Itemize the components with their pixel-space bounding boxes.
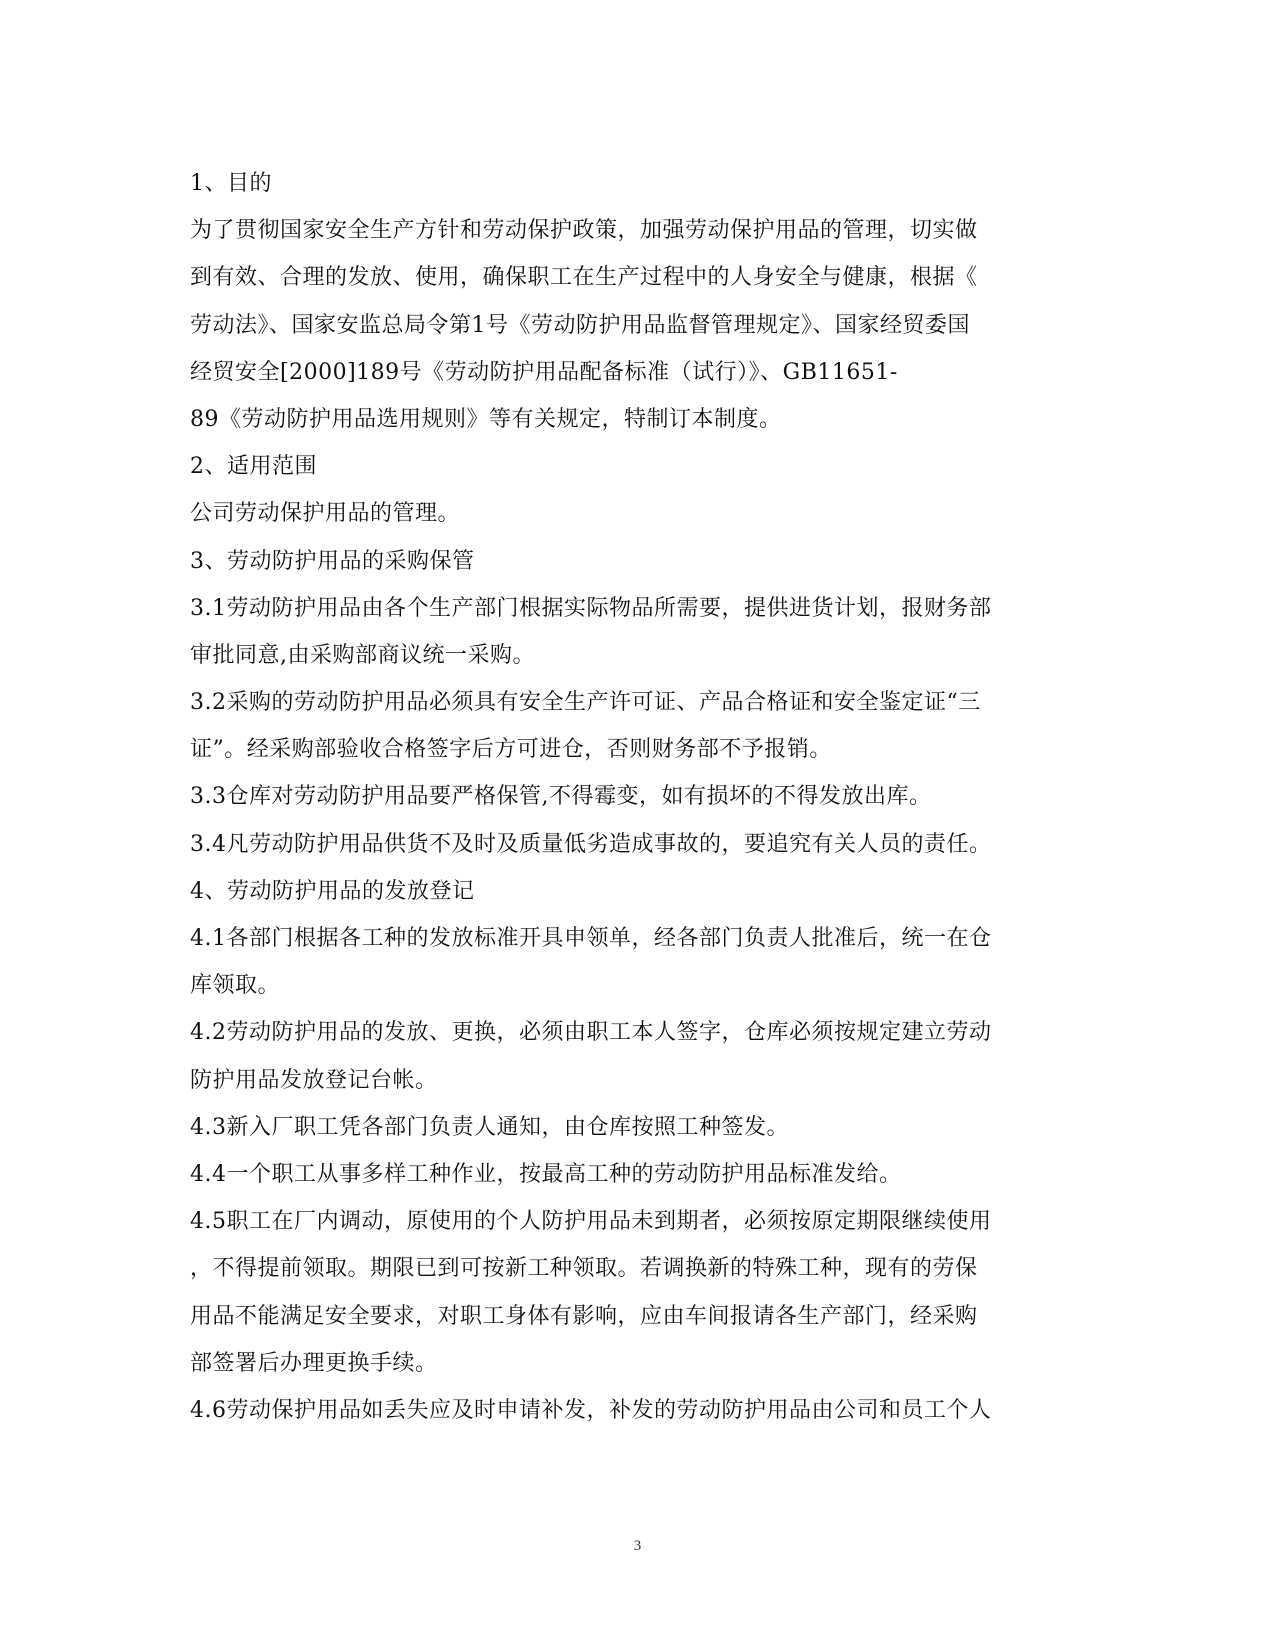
paragraph-line: 到有效、合理的发放、使用，确保职工在生产过程中的人身安全与健康，根据《	[190, 265, 978, 291]
paragraph-line: 4.3新入厂职工凭各部门负责人通知，由仓库按照工种签发。	[190, 1114, 789, 1140]
paragraph-line: 89《劳动防护用品选用规则》等有关规定，特制订本制度。	[190, 406, 782, 432]
section-heading-procurement: 3、劳动防护用品的采购保管	[190, 548, 475, 574]
paragraph-line: 3.1劳动防护用品由各个生产部门根据实际物品所需要，提供进货计划，报财务部	[190, 595, 992, 621]
section-heading-scope: 2、适用范围	[190, 454, 317, 480]
paragraph-line: 经贸安全[2000]189号《劳动防护用品配备标准（试行）》、GB11651-	[190, 359, 898, 385]
paragraph-line: 3.2采购的劳动防护用品必须具有安全生产许可证、产品合格证和安全鉴定证“三	[190, 690, 981, 716]
paragraph-line: 4.6劳动保护用品如丢失应及时申请补发，补发的劳动防护用品由公司和员工个人	[190, 1397, 992, 1423]
paragraph-line: 防护用品发放登记台帐。	[190, 1067, 438, 1093]
paragraph-line: 库领取。	[190, 973, 281, 999]
paragraph-line: 部签署后办理更换手续。	[190, 1350, 438, 1376]
paragraph-line: 用品不能满足安全要求，对职工身体有影响，应由车间报请各生产部门，经采购	[190, 1303, 978, 1329]
paragraph-line: 3.4凡劳动防护用品供货不及时及质量低劣造成事故的，要追究有关人员的责任。	[190, 831, 992, 857]
paragraph-line: 4.1各部门根据各工种的发放标准开具申领单，经各部门负责人批准后，统一在仓	[190, 926, 992, 951]
paragraph-line: 4.4一个职工从事多样工种作业，按最高工种的劳动防护用品标准发给。	[190, 1161, 902, 1187]
paragraph-line: 公司劳动保护用品的管理。	[190, 501, 461, 527]
paragraph-line: 审批同意,由采购部商议统一采购。	[190, 642, 535, 668]
section-heading-distribution: 4、劳动防护用品的发放登记	[190, 878, 475, 904]
page-number: 3	[633, 1538, 642, 1554]
paragraph-line: 3.3仓库对劳动防护用品要严格保管,不得霉变，如有损坏的不得发放出库。	[190, 784, 932, 810]
paragraph-line: 劳动法》、国家安监总局令第1号《劳动防护用品监督管理规定》、国家经贸委国	[190, 312, 970, 338]
paragraph-line: 4.2劳动防护用品的发放、更换，必须由职工本人签字，仓库必须按规定建立劳动	[190, 1020, 992, 1046]
document-body	[190, 160, 1075, 1434]
paragraph-line: ，不得提前领取。期限已到可按新工种领取。若调换新的特殊工种，现有的劳保	[190, 1256, 978, 1282]
paragraph-line: 4.5职工在厂内调动，原使用的个人防护用品未到期者，必须按原定期限继续使用	[190, 1209, 992, 1235]
section-heading-purpose: 1、目的	[190, 171, 272, 196]
paragraph-line: 证”。经采购部验收合格签字后方可进仓，否则财务部不予报销。	[190, 737, 832, 763]
paragraph-line: 为了贯彻国家安全生产方针和劳动保护政策，加强劳动保护用品的管理，切实做	[190, 218, 978, 244]
